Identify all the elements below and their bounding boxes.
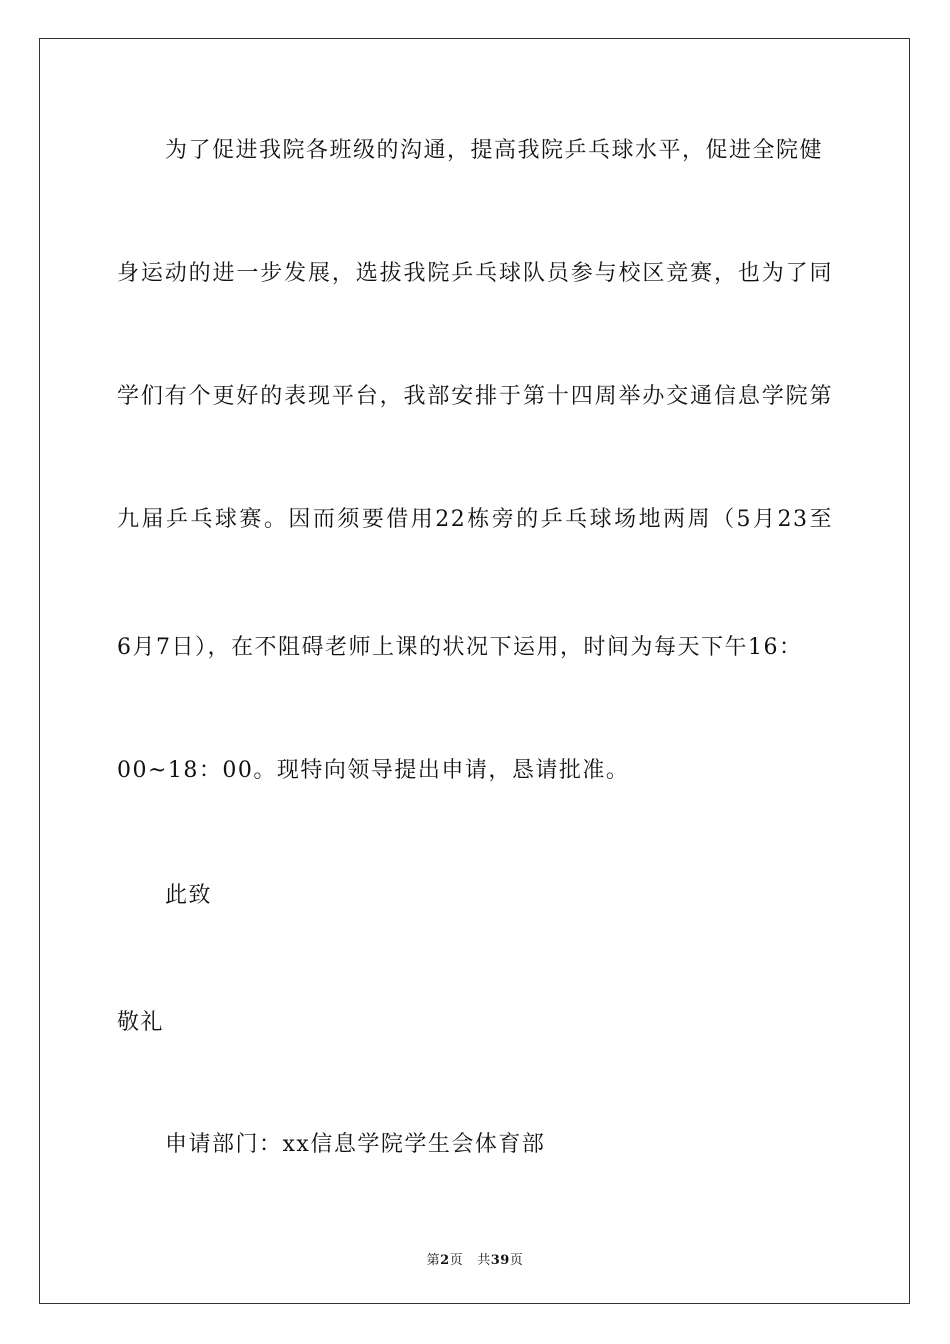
page-border <box>39 38 910 1304</box>
total-pages: 39 <box>490 1253 510 1268</box>
paragraph-line-5: 6月7日），在不阻碍老师上课的状况下运用，时间为每天下午16： <box>117 635 803 660</box>
paragraph-line-3: 学们有个更好的表现平台，我部安排于第十四周举办交通信息学院第 <box>117 384 833 409</box>
page-suffix: 页 <box>449 1253 464 1268</box>
page-number: 2 <box>440 1253 450 1268</box>
total-prefix: 共 <box>477 1253 491 1268</box>
paragraph-line-6: 00~18：00。现特向领导提出申请，恳请批准。 <box>117 758 630 783</box>
closing-text: 此致 <box>165 883 213 908</box>
paragraph-line-4: 九届乒乓球赛。因而须要借用22栋旁的乒乓球场地两周（5月23至 <box>117 507 833 532</box>
page-footer <box>0 1249 950 1268</box>
applicant-department: 申请部门：xx信息学院学生会体育部 <box>165 1132 546 1157</box>
paragraph-line-2: 身运动的进一步发展，选拔我院乒乓球队员参与校区竞赛，也为了同 <box>117 261 833 286</box>
total-suffix: 页 <box>509 1253 524 1268</box>
page-prefix: 第 <box>426 1253 441 1268</box>
salutation-text: 敬礼 <box>117 1010 165 1035</box>
paragraph-line-1: 为了促进我院各班级的沟通，提高我院乒乓球水平，促进全院健 <box>165 138 824 163</box>
